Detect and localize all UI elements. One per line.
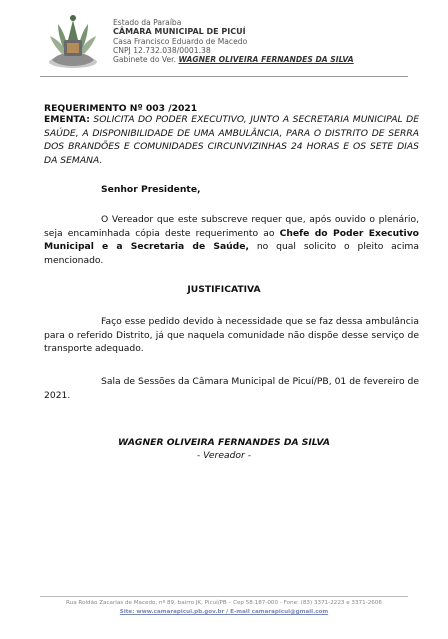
footer-address: Rua Roldão Zacarias de Macedo, nº 89, bairro JK, Picuí/PB – Cep 58.187-000 - Fone: (83) 3371-2223 e 3371-2606 (66, 600, 382, 606)
city-seal-icon (40, 10, 106, 72)
ementa-text: SOLICITA DO PODER EXECUTIVO, JUNTO A SECRETARIA MUNICIPAL DE SAÚDE, A DISPONIBILIDADE DE UMA AMBULÂNCIA, PARA O DISTRITO DE SERRA DOS BRANDÕES E COMUNIDADES CIRCUNVIZINHAS 24 HORAS E OS SETE DIAS DA SEMANA. (44, 114, 419, 166)
header-office-prefix: Gabinete do Ver. (113, 55, 177, 64)
request-recipient: Chefe do Poder Executivo Municipal e a Secretaria de Saúde, (44, 227, 419, 253)
ementa (44, 113, 419, 167)
footer-divider (40, 596, 408, 597)
footer-site[interactable] (0, 609, 448, 615)
ementa-label: EMENTA: (44, 114, 90, 125)
header-cnpj: CNPJ 12.732.038/0001.38 (113, 46, 211, 55)
header-chamber: CÂMARA MUNICIPAL DE PICUÍ (113, 27, 246, 36)
footer-site-link[interactable]: Site: www.camarapicui.pb.gov.br / E-mail camarapicui@gmail.com (119, 609, 329, 615)
document-title: REQUERIMENTO Nº 003 /2021 (44, 103, 198, 114)
header-office (113, 55, 354, 65)
justification-paragraph: Faço esse pedido devido à necessidade que se faz dessa ambulância para o referido Distrito, já que naquela comunidade não dispõe desse serviço de transporte adequado. (44, 316, 419, 355)
header-office-name: WAGNER OLIVEIRA FERNANDES DA SILVA (178, 55, 354, 64)
header-divider (40, 76, 408, 77)
header-state: Estado da Paraíba (113, 18, 182, 27)
request-text-a: O Vereador que este subscreve requer que, após ouvido o plenário, seja encaminhada cópia deste requerimento ao (44, 214, 419, 239)
request-paragraph (44, 213, 419, 267)
request-text-c: no qual solicito o pleito acima mencionado. (44, 241, 419, 266)
header-house: Casa Francisco Eduardo de Macedo (113, 37, 248, 46)
justification-title: JUSTIFICATIVA (187, 284, 261, 295)
session-date-paragraph: Sala de Sessões da Câmara Municipal de Picuí/PB, 01 de fevereiro de 2021. (44, 376, 419, 401)
signature-name: WAGNER OLIVEIRA FERNANDES DA SILVA (118, 437, 330, 448)
salutation: Senhor Presidente, (101, 184, 201, 195)
signature-role: - Vereador - (196, 450, 252, 461)
